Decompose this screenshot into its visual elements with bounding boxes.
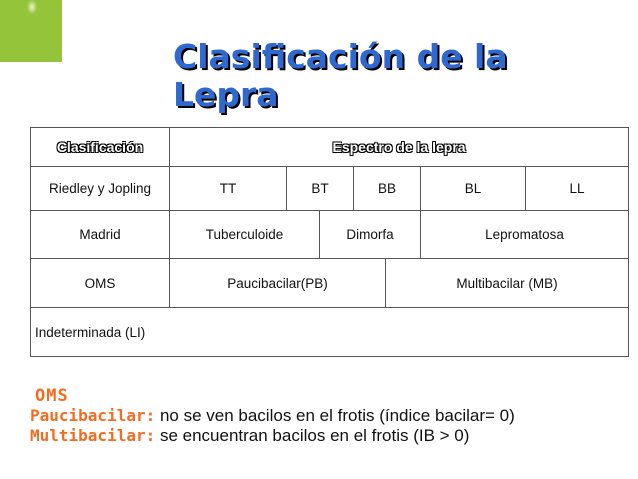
note-keyword: Paucibacilar: <box>30 406 156 425</box>
notes-heading: OMS <box>35 386 69 406</box>
row-label: Madrid <box>31 211 170 259</box>
note-text: no se ven bacilos en el frotis (índice bacilar= 0) <box>155 406 515 425</box>
title-line-2: Lepra <box>173 75 279 114</box>
header-espectro: Espectro de la lepra <box>170 128 629 167</box>
oms-notes <box>30 386 638 446</box>
table-header-row <box>31 128 629 167</box>
table-row-madrid <box>31 211 629 259</box>
decorative-green-square <box>0 0 62 62</box>
note-text: se encuentran bacilos en el frotis (IB > 0) <box>155 426 470 445</box>
row-label: Riedley y Jopling <box>31 167 170 211</box>
classification-table <box>30 127 629 357</box>
row-label: Indeterminada (LI) <box>31 308 629 357</box>
table-cell: BT <box>287 167 354 211</box>
table-cell: Lepromatosa <box>421 211 629 259</box>
table-cell: Dimorfa <box>320 211 421 259</box>
note-paucibacilar <box>30 406 638 426</box>
table-cell: BB <box>354 167 421 211</box>
table-cell: TT <box>170 167 287 211</box>
row-label: OMS <box>31 259 170 308</box>
table-row-ridley <box>31 167 629 211</box>
table-cell: Tuberculoide <box>170 211 320 259</box>
table-cell: Multibacilar (MB) <box>386 259 629 308</box>
note-keyword: Multibacilar: <box>30 426 156 445</box>
header-clasificacion: Clasificación <box>31 128 170 167</box>
table-cell: Paucibacilar(PB) <box>170 259 386 308</box>
table-row-indeterminada <box>31 308 629 357</box>
table-row-oms <box>31 259 629 308</box>
table-cell: BL <box>421 167 526 211</box>
table-cell: LL <box>526 167 629 211</box>
note-multibacilar <box>30 426 638 446</box>
title-line-1: Clasificación de la <box>173 37 508 76</box>
slide-title <box>173 38 613 114</box>
